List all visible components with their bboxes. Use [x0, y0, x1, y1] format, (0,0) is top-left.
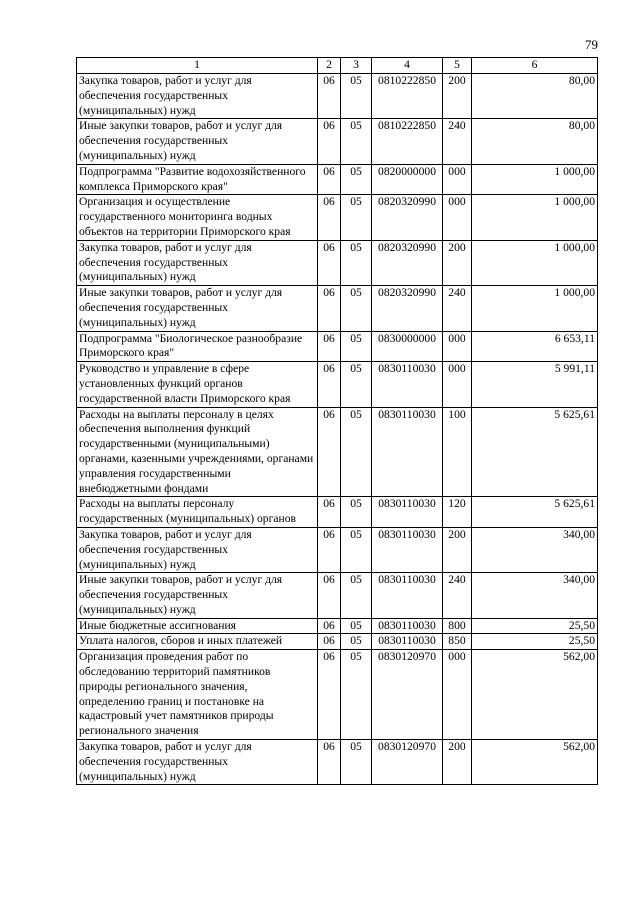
- cell-name: Подпрограмма "Развитие водохозяйственного комплекса Приморского края": [77, 164, 318, 195]
- cell-subsection: 05: [341, 407, 372, 497]
- header-cell-amount: 6: [472, 58, 598, 74]
- cell-name: Закупка товаров, работ и услуг для обеспечения государственных (муниципальных) нужд: [77, 527, 318, 572]
- cell-name: Руководство и управление в сфере установленных функций органов государственной власти Приморского края: [77, 362, 318, 407]
- table-row: [77, 618, 598, 634]
- cell-amount: 562,00: [472, 650, 598, 740]
- cell-amount: 1 000,00: [472, 286, 598, 331]
- cell-amount: 1 000,00: [472, 164, 598, 195]
- table-row: [77, 74, 598, 119]
- cell-section: 06: [318, 331, 341, 362]
- cell-amount: 1 000,00: [472, 195, 598, 240]
- cell-target: 0810222850: [372, 74, 443, 119]
- cell-subsection: 05: [341, 164, 372, 195]
- cell-amount: 5 625,61: [472, 407, 598, 497]
- cell-target: 0830110030: [372, 634, 443, 650]
- cell-type: 100: [443, 407, 472, 497]
- cell-section: 06: [318, 527, 341, 572]
- cell-name: Иные бюджетные ассигнования: [77, 618, 318, 634]
- cell-target: 0820320990: [372, 240, 443, 285]
- header-cell-target: 4: [372, 58, 443, 74]
- table-row: [77, 331, 598, 362]
- cell-subsection: 05: [341, 74, 372, 119]
- table-row: [77, 362, 598, 407]
- cell-subsection: 05: [341, 119, 372, 164]
- cell-amount: 6 653,11: [472, 331, 598, 362]
- table-row: [77, 497, 598, 528]
- cell-section: 06: [318, 650, 341, 740]
- cell-target: 0830110030: [372, 407, 443, 497]
- cell-subsection: 05: [341, 618, 372, 634]
- table-row: [77, 573, 598, 618]
- table-row: [77, 527, 598, 572]
- cell-name: Уплата налогов, сборов и иных платежей: [77, 634, 318, 650]
- cell-name: Организация и осуществление государственного мониторинга водных объектов на территории Приморского края: [77, 195, 318, 240]
- cell-amount: 5 625,61: [472, 497, 598, 528]
- cell-amount: 340,00: [472, 573, 598, 618]
- cell-type: 200: [443, 740, 472, 785]
- cell-subsection: 05: [341, 286, 372, 331]
- cell-target: 0820320990: [372, 195, 443, 240]
- cell-subsection: 05: [341, 331, 372, 362]
- cell-amount: 25,50: [472, 618, 598, 634]
- table-row: [77, 740, 598, 785]
- cell-subsection: 05: [341, 740, 372, 785]
- cell-type: 240: [443, 286, 472, 331]
- header-row: [77, 58, 598, 74]
- cell-type: 120: [443, 497, 472, 528]
- cell-amount: 25,50: [472, 634, 598, 650]
- cell-target: 0830120970: [372, 740, 443, 785]
- header-cell-subsection: 3: [341, 58, 372, 74]
- cell-name: Иные закупки товаров, работ и услуг для обеспечения государственных (муниципальных) нужд: [77, 573, 318, 618]
- page-number: 79: [585, 37, 598, 52]
- table-row: [77, 119, 598, 164]
- cell-section: 06: [318, 286, 341, 331]
- cell-target: 0830110030: [372, 527, 443, 572]
- cell-subsection: 05: [341, 650, 372, 740]
- cell-target: 0810222850: [372, 119, 443, 164]
- cell-type: 000: [443, 195, 472, 240]
- table-row: [77, 286, 598, 331]
- cell-section: 06: [318, 573, 341, 618]
- cell-name: Закупка товаров, работ и услуг для обеспечения государственных (муниципальных) нужд: [77, 740, 318, 785]
- table-row: [77, 634, 598, 650]
- cell-type: 000: [443, 331, 472, 362]
- cell-target: 0830110030: [372, 618, 443, 634]
- cell-subsection: 05: [341, 195, 372, 240]
- cell-target: 0830000000: [372, 331, 443, 362]
- cell-type: 000: [443, 362, 472, 407]
- cell-subsection: 05: [341, 240, 372, 285]
- cell-name: Расходы на выплаты персоналу государственных (муниципальных) органов: [77, 497, 318, 528]
- cell-name: Организация проведения работ по обследованию территорий памятников природы регионального значения, определению границ и постановке на кадастровый учет памятников природы регионального значения: [77, 650, 318, 740]
- cell-subsection: 05: [341, 362, 372, 407]
- cell-subsection: 05: [341, 497, 372, 528]
- cell-subsection: 05: [341, 634, 372, 650]
- cell-type: 200: [443, 74, 472, 119]
- cell-amount: 1 000,00: [472, 240, 598, 285]
- cell-section: 06: [318, 618, 341, 634]
- cell-type: 240: [443, 573, 472, 618]
- cell-section: 06: [318, 740, 341, 785]
- cell-type: 200: [443, 527, 472, 572]
- cell-name: Иные закупки товаров, работ и услуг для обеспечения государственных (муниципальных) нужд: [77, 119, 318, 164]
- cell-type: 240: [443, 119, 472, 164]
- cell-section: 06: [318, 164, 341, 195]
- cell-target: 0830110030: [372, 362, 443, 407]
- cell-section: 06: [318, 634, 341, 650]
- header-cell-name: 1: [77, 58, 318, 74]
- table-row: [77, 164, 598, 195]
- cell-target: 0830110030: [372, 573, 443, 618]
- cell-name: Подпрограмма "Биологическое разнообразие Приморского края": [77, 331, 318, 362]
- cell-section: 06: [318, 240, 341, 285]
- cell-subsection: 05: [341, 573, 372, 618]
- cell-section: 06: [318, 74, 341, 119]
- cell-type: 000: [443, 164, 472, 195]
- cell-target: 0820000000: [372, 164, 443, 195]
- cell-target: 0830110030: [372, 497, 443, 528]
- header-cell-section: 2: [318, 58, 341, 74]
- cell-section: 06: [318, 407, 341, 497]
- table-row: [77, 407, 598, 497]
- cell-amount: 562,00: [472, 740, 598, 785]
- cell-amount: 340,00: [472, 527, 598, 572]
- cell-section: 06: [318, 362, 341, 407]
- cell-name: Иные закупки товаров, работ и услуг для обеспечения государственных (муниципальных) нужд: [77, 286, 318, 331]
- header-cell-type: 5: [443, 58, 472, 74]
- cell-type: 850: [443, 634, 472, 650]
- cell-name: Закупка товаров, работ и услуг для обеспечения государственных (муниципальных) нужд: [77, 240, 318, 285]
- cell-amount: 80,00: [472, 119, 598, 164]
- cell-type: 000: [443, 650, 472, 740]
- cell-amount: 80,00: [472, 74, 598, 119]
- table-row: [77, 240, 598, 285]
- cell-section: 06: [318, 195, 341, 240]
- cell-section: 06: [318, 119, 341, 164]
- cell-type: 800: [443, 618, 472, 634]
- budget-table: [76, 57, 598, 785]
- cell-subsection: 05: [341, 527, 372, 572]
- cell-amount: 5 991,11: [472, 362, 598, 407]
- cell-section: 06: [318, 497, 341, 528]
- cell-name: Закупка товаров, работ и услуг для обеспечения государственных (муниципальных) нужд: [77, 74, 318, 119]
- cell-name: Расходы на выплаты персоналу в целях обеспечения выполнения функций государственными (муниципальными) органами, казенными учреждениями, органами управления государственными внебюджетными фондами: [77, 407, 318, 497]
- cell-type: 200: [443, 240, 472, 285]
- table-body: [77, 74, 598, 785]
- cell-target: 0830120970: [372, 650, 443, 740]
- cell-target: 0820320990: [372, 286, 443, 331]
- table-row: [77, 650, 598, 740]
- table-row: [77, 195, 598, 240]
